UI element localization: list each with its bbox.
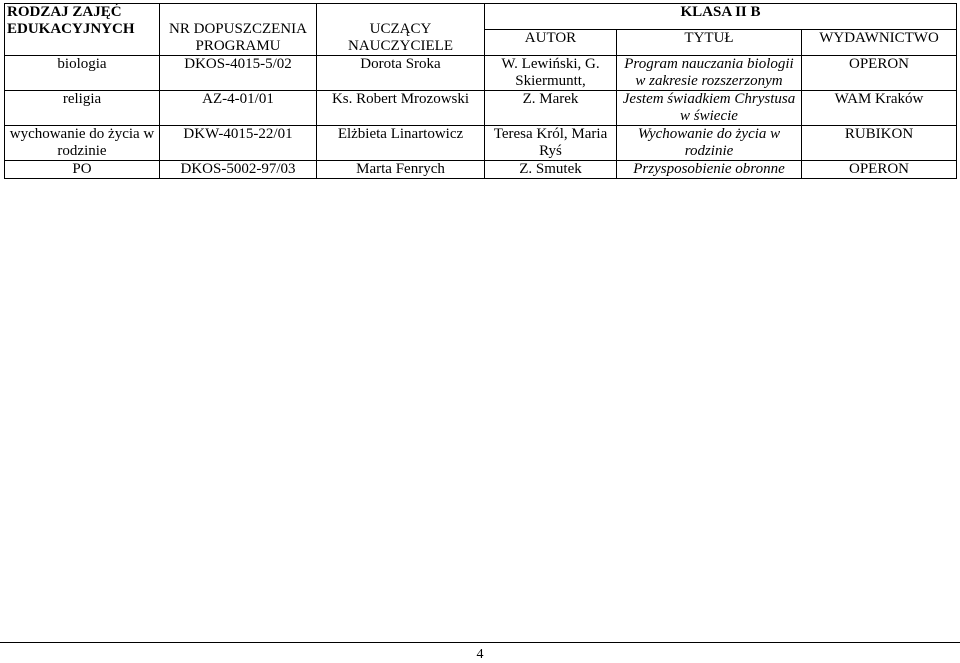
cell-nr: DKW-4015-22/01 xyxy=(160,126,317,161)
header-tytul: TYTUŁ xyxy=(617,30,802,56)
table-row xyxy=(5,126,957,161)
cell-ucz: Elżbieta Linartowicz xyxy=(317,126,485,161)
footer-divider xyxy=(0,642,960,643)
cell-nr: DKOS-4015-5/02 xyxy=(160,56,317,91)
cell-rodzaj: biologia xyxy=(5,56,160,91)
cell-tytul: Wychowanie do życia w rodzinie xyxy=(617,126,802,161)
page-number: 4 xyxy=(476,647,484,662)
cell-autor: Z. Marek xyxy=(485,91,617,126)
cell-rodzaj: religia xyxy=(5,91,160,126)
cell-ucz: Marta Fenrych xyxy=(317,161,485,179)
cell-ucz: Dorota Sroka xyxy=(317,56,485,91)
header-ucz: UCZĄCY NAUCZYCIELE xyxy=(317,4,485,56)
cell-nr: DKOS-5002-97/03 xyxy=(160,161,317,179)
cell-tytul: Program nauczania biologii w zakresie rozszerzonym xyxy=(617,56,802,91)
cell-wyd: OPERON xyxy=(802,56,957,91)
cell-tytul: Przysposobienie obronne xyxy=(617,161,802,179)
cell-wyd: RUBIKON xyxy=(802,126,957,161)
header-klasa: KLASA II B xyxy=(485,4,957,30)
curriculum-table xyxy=(4,3,957,179)
cell-rodzaj: wychowanie do życia w rodzinie xyxy=(5,126,160,161)
cell-ucz: Ks. Robert Mrozowski xyxy=(317,91,485,126)
cell-rodzaj: PO xyxy=(5,161,160,179)
cell-tytul: Jestem świadkiem Chrystusa w świecie xyxy=(617,91,802,126)
cell-autor: Teresa Król, Maria Ryś xyxy=(485,126,617,161)
cell-wyd: WAM Kraków xyxy=(802,91,957,126)
table-row xyxy=(5,91,957,126)
header-rodzaj: RODZAJ ZAJĘĆ EDUKACYJNYCH xyxy=(5,4,160,56)
cell-autor: W. Lewiński, G. Skiermuntt, xyxy=(485,56,617,91)
cell-wyd: OPERON xyxy=(802,161,957,179)
header-nr: NR DOPUSZCZENIA PROGRAMU xyxy=(160,4,317,56)
header-wyd: WYDAWNICTWO xyxy=(802,30,957,56)
header-row-top xyxy=(5,4,957,30)
table-row xyxy=(5,56,957,91)
cell-autor: Z. Smutek xyxy=(485,161,617,179)
header-autor: AUTOR xyxy=(485,30,617,56)
table-row xyxy=(5,161,957,179)
cell-nr: AZ-4-01/01 xyxy=(160,91,317,126)
